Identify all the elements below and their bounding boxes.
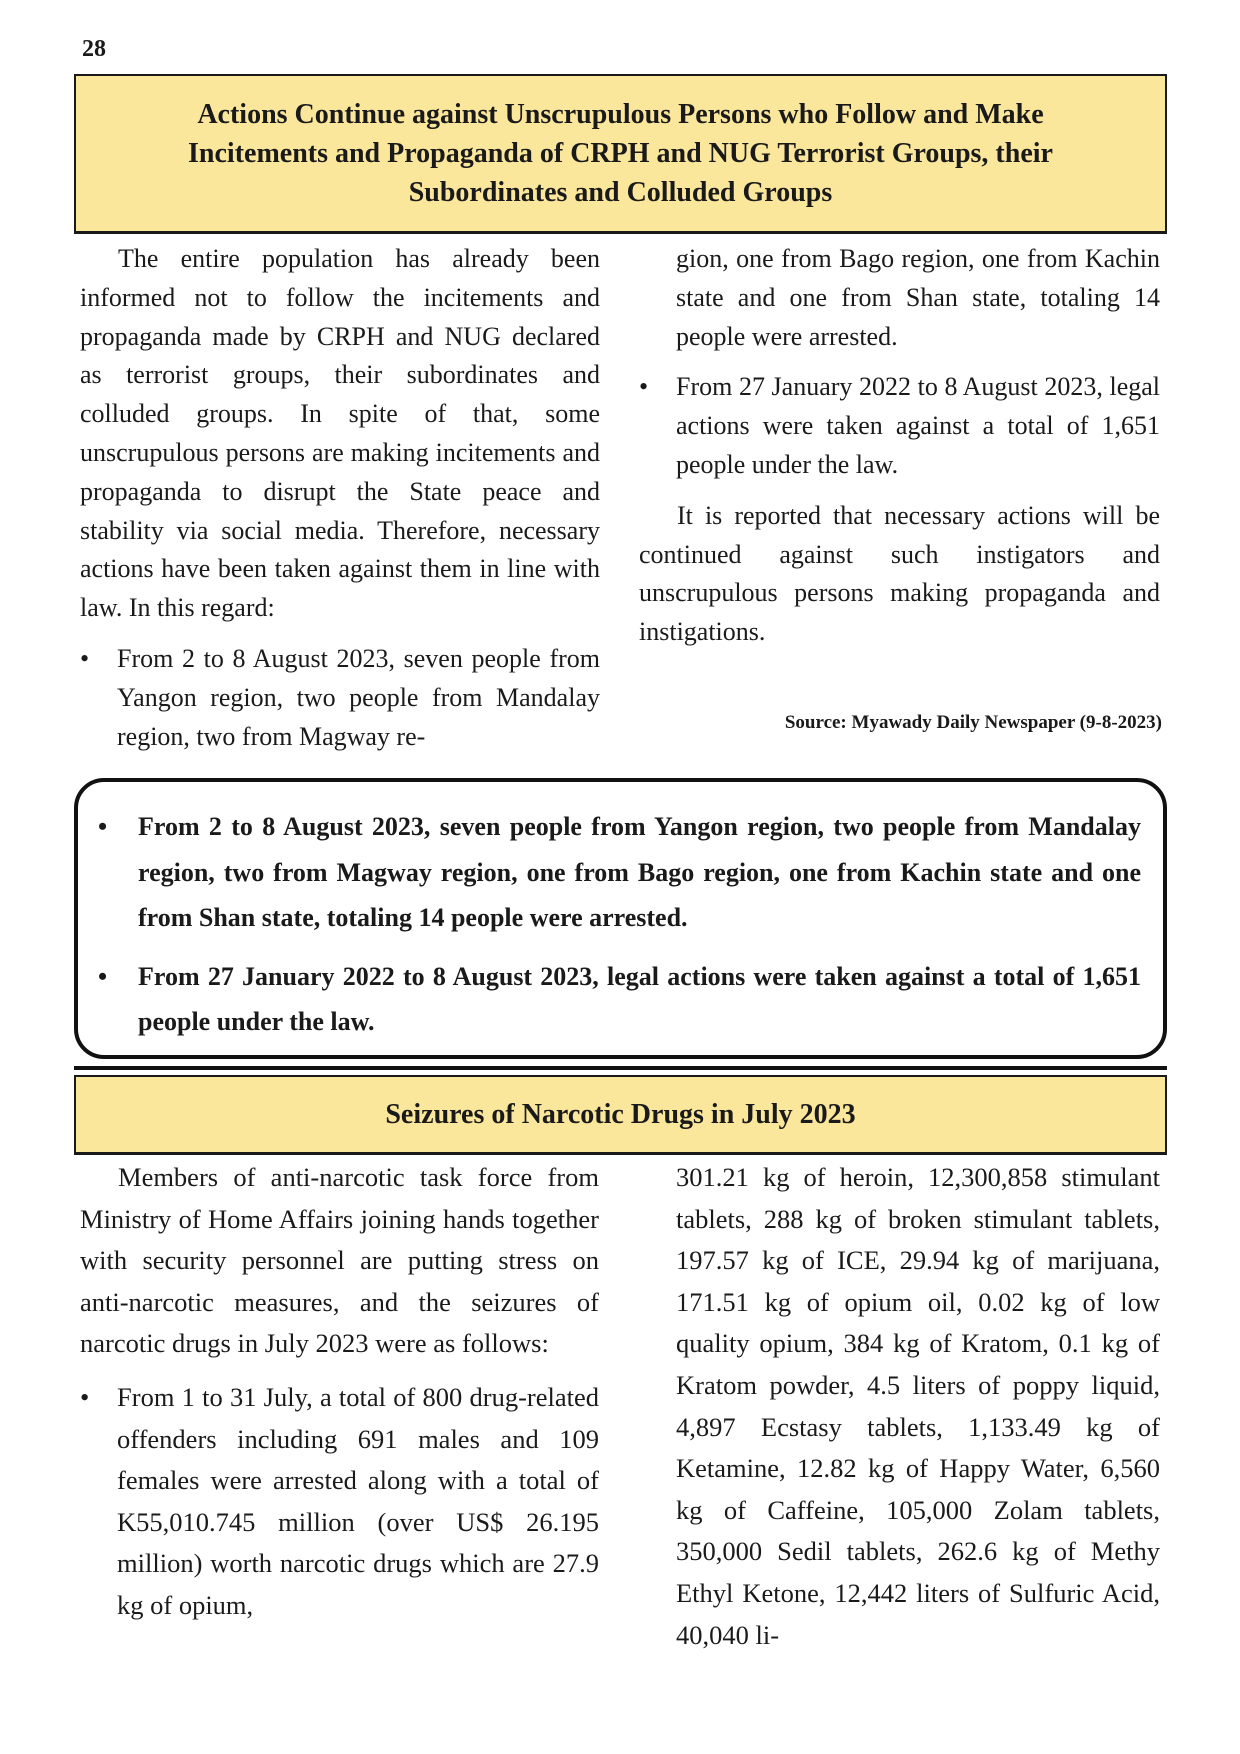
article-right-column [639,1157,1160,1656]
intro-paragraph: Members of anti-narcotic task force from Ministry of Home Affairs joining hands together with security personnel are putting stress on anti-narcotic measures, and the seizures of narcotic drugs in July 2023 were as follows: [80,1162,599,1359]
bullet-text: From 2 to 8 August 2023, seven people from Yangon region, two people from Mandalay region, two from Magway re- [117,643,600,751]
highlight-bullet-text: From 2 to 8 August 2023, seven people from Yangon region, two people from Mandalay region, two from Magway region, one from Bago region, one from Kachin state and one from Shan state, totaling 14 people were arrested. [138,812,1141,932]
bullet-continuation: gion, one from Bago region, one from Kachin state and one from Shan state, totaling 14 people were arrested. [676,244,1160,351]
bullet-text: From 1 to 31 July, a total of 800 drug-related offenders including 691 males and 109 females were arrested along with a total of K55,010.745 million (over US$ 26.195 million) worth narcotic drugs which are 27.9 kg of opium, [117,1381,599,1620]
article-right-column [639,240,1160,652]
bullet-icon: • [639,372,649,402]
bullet-item [80,1377,599,1627]
article-title-box [74,1075,1167,1155]
highlight-bullet [98,804,1141,941]
bullet-icon: • [98,961,108,991]
article-left-column [80,1157,599,1627]
intro-paragraph: The entire population has already been informed not to follow the incitements and propaganda made by CRPH and NUG declared as terrorist groups, their subordinates and colluded groups. In spite of that, some unscrupulous persons are making incitements and propaganda to disrupt the State peace and stability via social media. Therefore, necessary actions have been taken against them in line with law. In this regard: [80,244,600,623]
bullet-icon: • [98,812,108,841]
highlight-bullet [98,954,1141,1045]
article-title-box [74,74,1167,234]
article-title: Seizures of Narcotic Drugs in July 2023 [385,1098,856,1130]
article-left-column [80,240,600,756]
bullet-continuation: 301.21 kg of heroin, 12,300,858 stimulant tablets, 288 kg of broken stimulant tablets, 197.57 kg of ICE, 29.94 kg of marijuana, 171.51 kg of opium oil, 0.02 kg of low quality opium, 384 kg of Kratom, 0.1 kg of Kratom powder, 4.5 liters of poppy liquid, 4,897 Ecstasy tablets, 1,133.49 kg of Ketamine, 12.82 kg of Happy Water, 6,560 kg of Caffeine, 105,000 Zolam tablets, 350,000 Sedil tablets, 262.6 kg of Methy Ethyl Ketone, 12,442 liters of Sulfuric Acid, 40,040 li- [676,1162,1160,1650]
bullet-icon: • [80,643,90,673]
page-number: 28 [82,36,106,62]
source-citation: Source: Myawady Daily Newspaper (9-8-2023) [784,712,1162,733]
article-title [188,95,1053,212]
conclusion-paragraph: It is reported that necessary actions will be continued against such instigators and unscrupulous persons making propaganda and instigations. [639,500,1160,647]
bullet-item [639,368,1160,484]
bullet-text: From 27 January 2022 to 8 August 2023, legal actions were taken against a total of 1,651 people under the law. [676,372,1160,479]
bullet-item [80,640,600,756]
bullet-icon: • [80,1381,90,1412]
article-title-line: Incitements and Propaganda of CRPH and NUG Terrorist Groups, their [188,138,1053,169]
article-title-line: Actions Continue against Unscrupulous Persons who Follow and Make [197,99,1044,130]
highlight-bullet-text: From 27 January 2022 to 8 August 2023, legal actions were taken against a total of 1,651 people under the law. [138,961,1141,1036]
article-title-line: Subordinates and Colluded Groups [408,177,833,208]
highlight-box [74,778,1167,1059]
section-divider [74,1066,1167,1070]
